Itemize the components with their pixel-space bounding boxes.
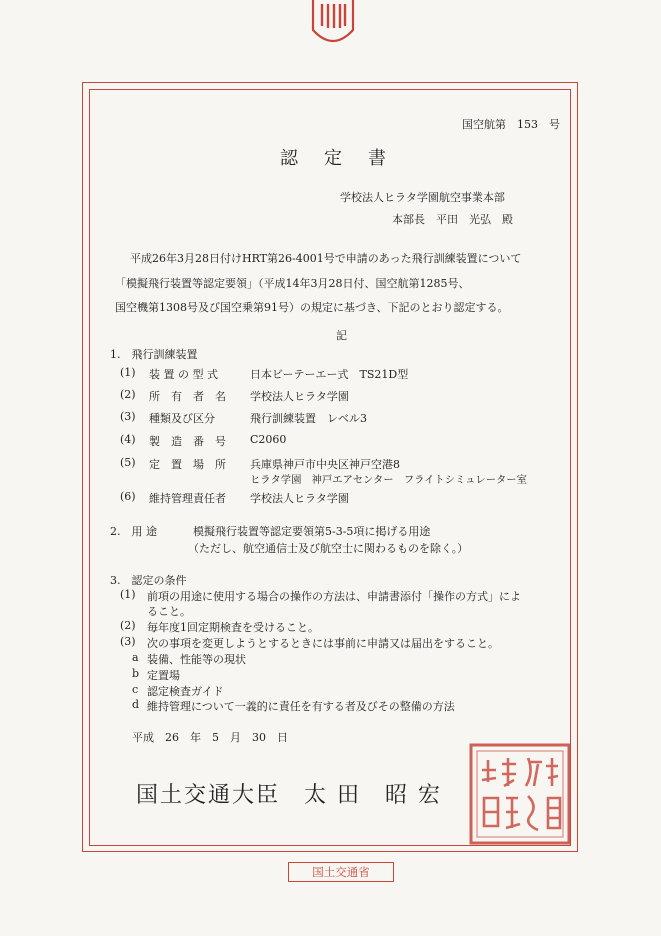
item-1-2-value: 学校法人ヒラタ学園 [250,390,349,403]
official-seal-icon [468,742,572,846]
sub-c-letter: c [132,683,139,696]
item-1-4-num: (4) [120,433,136,446]
item-1-6-num: (6) [120,490,136,503]
condition-2-text: 毎年度1回定期検査を受けること。 [147,621,319,634]
item-1-2-num: (2) [120,388,136,401]
condition-2-num: (2) [120,619,136,632]
item-1-4-label: 製 造 番 号 [149,435,226,448]
item-1-5-value-line-2: ヒラタ学園 神戸エアセンター フライトシミュレーター室 [250,474,527,486]
ki-label: 記 [336,329,347,342]
item-1-3-value: 飛行訓練装置 レベル3 [250,412,367,425]
item-1-6-label: 維持管理責任者 [149,492,226,505]
item-1-3-label: 種類及び区分 [149,412,215,425]
recipient-person: 本部長 平田 光弘 殿 [392,213,513,226]
condition-1-continuation: ること。 [147,605,191,618]
section-2-heading: 2. 用 途 [110,525,157,538]
condition-3-num: (3) [120,635,136,648]
item-1-1-label: 装 置 の 型 式 [149,368,218,381]
item-1-5-value: 兵庫県神戸市中央区神戸空港8 [250,458,400,471]
condition-1-num: (1) [120,588,136,601]
intro-line-2: 「模擬飛行装置等認定要領」（平成14年3月28日付、国空航第1285号、 [115,277,470,290]
sub-c-text: 認定検査ガイド [147,685,224,698]
sub-b-text: 定置場 [147,669,180,682]
sub-d-letter: d [132,698,140,711]
minister-signature: 国土交通大臣 太 田 昭 宏 [136,783,442,808]
sub-a-text: 装備、性能等の現状 [147,653,246,666]
top-seal-icon [310,0,356,46]
footer-ministry-stamp: 国土交通省 [288,862,394,882]
document-title: 認 定 書 [280,148,390,169]
item-1-5-label: 定 置 場 所 [149,458,226,471]
section-2-line-2: （ただし、航空通信士及び航空士に関わるものを除く。） [188,542,469,555]
item-1-3-num: (3) [120,410,136,423]
sub-d-text: 維持管理について一義的に責任を有する者及びその整備の方法 [147,700,455,713]
condition-3-text: 次の事項を変更しようとするときには事前に申請又は届出をすること。 [147,637,499,650]
item-1-5-num: (5) [120,456,136,469]
sub-b-letter: b [132,667,140,680]
section-2-line-1: 模擬飛行装置等認定要領第5-3-5項に掲げる用途 [193,525,431,538]
item-1-4-value: C2060 [250,433,287,446]
intro-line-1: 平成26年3月28日付けHRT第26-4001号で申請のあった飛行訓練装置について [130,252,522,265]
item-1-2-label: 所 有 者 名 [149,390,226,403]
item-1-1-value: 日本ビーテーエー式 TS21D型 [250,368,409,381]
item-1-1-num: (1) [120,366,136,379]
document-number: 国空航第 153 号 [462,118,560,131]
section-1-heading: 1. 飛行訓練装置 [110,348,198,361]
section-3-heading: 3. 認定の条件 [110,574,187,587]
issue-date: 平成 26 年 5 月 30 日 [132,731,288,744]
recipient-organization: 学校法人ヒラタ学園航空事業本部 [340,191,505,204]
condition-1-text: 前項の用途に使用する場合の操作の方法は、申請書添付「操作の方式」によ [147,590,521,603]
sub-a-letter: a [132,651,139,664]
item-1-6-value: 学校法人ヒラタ学園 [250,492,349,505]
intro-line-3: 国空機第1308号及び国空乗第91号）の規定に基づき、下記のとおり認定する。 [115,301,509,314]
